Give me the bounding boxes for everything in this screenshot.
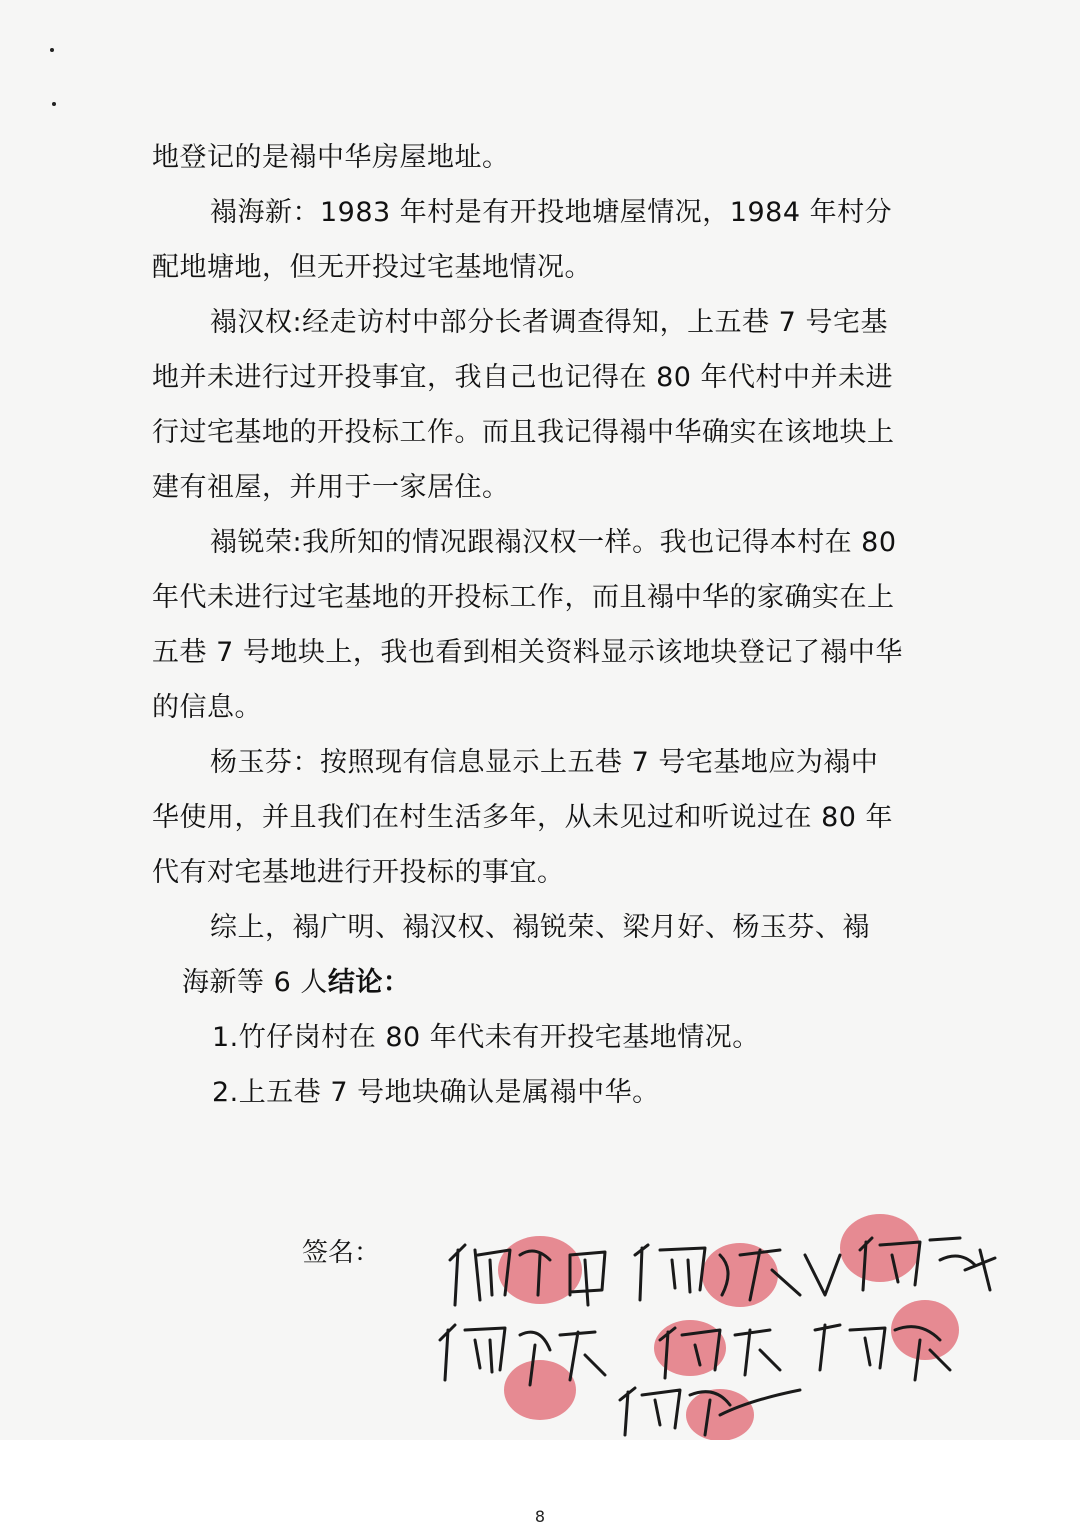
scan-speck [50, 48, 54, 52]
paragraph-continuation: 地登记的是褟中华房屋地址。 [152, 142, 510, 173]
paragraph-tai-hanquan: 褟汉权:经走访村中部分长者调查得知，上五巷 7 号宅基地并未进行过开投事宜，我自己也记得在 80 年代村中并未进行过宅基地的开投标工作。而且我记得褟中华确实在该地块上建有祖屋，并用于一家居住。 [152, 307, 895, 503]
scan-speck [52, 102, 56, 106]
conclusion-label: 结论： [327, 967, 411, 998]
summary-line-1: 综上，褟广明、褟汉权、褟锐荣、梁月好、杨玉芬、褟 [210, 912, 870, 943]
conclusion-item-1: 1.竹仔岗村在 80 年代未有开投宅基地情况。 [212, 1022, 760, 1053]
signature-area [420, 1200, 1020, 1440]
fingerprint-stamps [498, 1214, 959, 1440]
page-number: 8 [534, 1507, 546, 1526]
paragraph-yang-yufen: 杨玉芬：按照现有信息显示上五巷 7 号宅基地应为褟中华使用，并且我们在村生活多年，从未见过和听说过在 80 年代有对宅基地进行开投标的事宜。 [152, 747, 894, 888]
summary-line-2-text: 海新等 6 人 [182, 967, 328, 998]
paragraph-tai-haixin: 褟海新：1983 年村是有开投地塘屋情况，1984 年村分配地塘地，但无开投过宅基地情况。 [152, 197, 893, 283]
fingerprint-mark [504, 1360, 576, 1420]
conclusion-item-2: 2.上五巷 7 号地块确认是属褟中华。 [212, 1077, 660, 1108]
fingerprint-mark [840, 1214, 920, 1282]
summary-line-2 [182, 955, 934, 1010]
signature-label: 签名： [302, 1238, 381, 1268]
paragraph-tai-ruirong: 褟锐荣:我所知的情况跟褟汉权一样。我也记得本村在 80 年代未进行过宅基地的开投标工作，而且褟中华的家确实在上五巷 7 号地块上，我也看到相关资料显示该地块登记了褟中华的信息。 [152, 527, 903, 723]
